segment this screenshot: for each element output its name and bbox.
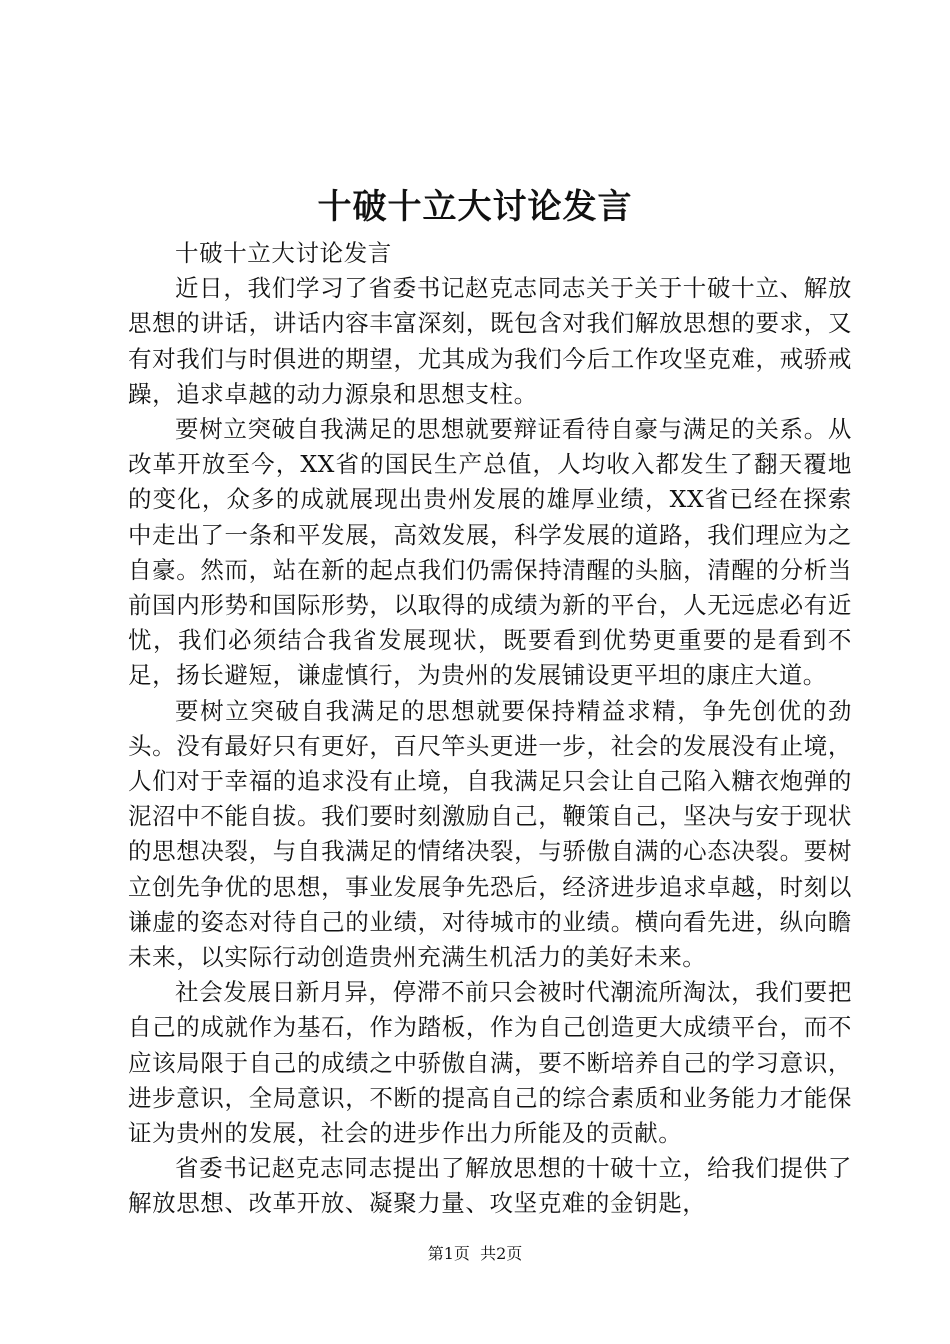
paragraph: 近日，我们学习了省委书记赵克志同志关于关于十破十立、解放思想的讲话，讲话内容丰富深刻，既包含对我们解放思想的要求，又有对我们与时俱进的期望，尤其成为我们今后工作攻坚克难，戒骄戒躁，追求卓越的动力源泉和思想支柱。 xyxy=(128,274,852,408)
paragraph: 要树立突破自我满足的思想就要辩证看待自豪与满足的关系。从改革开放至今，XX省的国民生产总值，人均收入都发生了翻天覆地的变化，众多的成就展现出贵州发展的雄厚业绩，XX省已经在探索中走出了一条和平发展，高效发展，科学发展的道路，我们理应为之自豪。然而，站在新的起点我们仍需保持清醒的头脑，清醒的分析当前国内形势和国际形势，以取得的成绩为新的平台，人无远虑必有近忧，我们必须结合我省发展现状，既要看到优势更重要的是看到不足，扬长避短，谦虚慎行，为贵州的发展铺设更平坦的康庄大道。 xyxy=(128,415,852,690)
page-number: 第1页 xyxy=(427,1244,470,1263)
paragraph: 社会发展日新月异，停滞不前只会被时代潮流所淘汰，我们要把自己的成就作为基石，作为踏板，作为自己创造更大成绩平台，而不应该局限于自己的成绩之中骄傲自满，要不断培养自己的学习意识，进步意识，全局意识，不断的提高自己的综合素质和业务能力才能保证为贵州的发展，社会的进步作出力所能及的贡献。 xyxy=(128,978,852,1148)
page-total: 共2页 xyxy=(480,1244,523,1263)
paragraph: 省委书记赵克志同志提出了解放思想的十破十立，给我们提供了解放思想、改革开放、凝聚力量、攻坚克难的金钥匙， xyxy=(128,1154,852,1218)
document-title: 十破十立大讨论发言 xyxy=(317,187,633,227)
footer-spacer xyxy=(470,1244,480,1263)
document-body xyxy=(128,236,852,1222)
page-footer xyxy=(0,1242,950,1266)
paragraph: 要树立突破自我满足的思想就要保持精益求精，争先创优的劲头。没有最好只有更好，百尺竿头更进一步，社会的发展没有止境，人们对于幸福的追求没有止境，自我满足只会让自己陷入糖衣炮弹的泥沼中不能自拔。我们要时刻激励自己，鞭策自己，坚决与安于现状的思想决裂，与自我满足的情绪决裂，与骄傲自满的心态决裂。要树立创先争优的思想，事业发展争先恐后，经济进步追求卓越，时刻以谦虚的姿态对待自己的业绩，对待城市的业绩。横向看先进，纵向瞻未来，以实际行动创造贵州充满生机活力的美好未来。 xyxy=(128,696,852,972)
paragraph-subtitle: 十破十立大讨论发言 xyxy=(175,239,392,267)
